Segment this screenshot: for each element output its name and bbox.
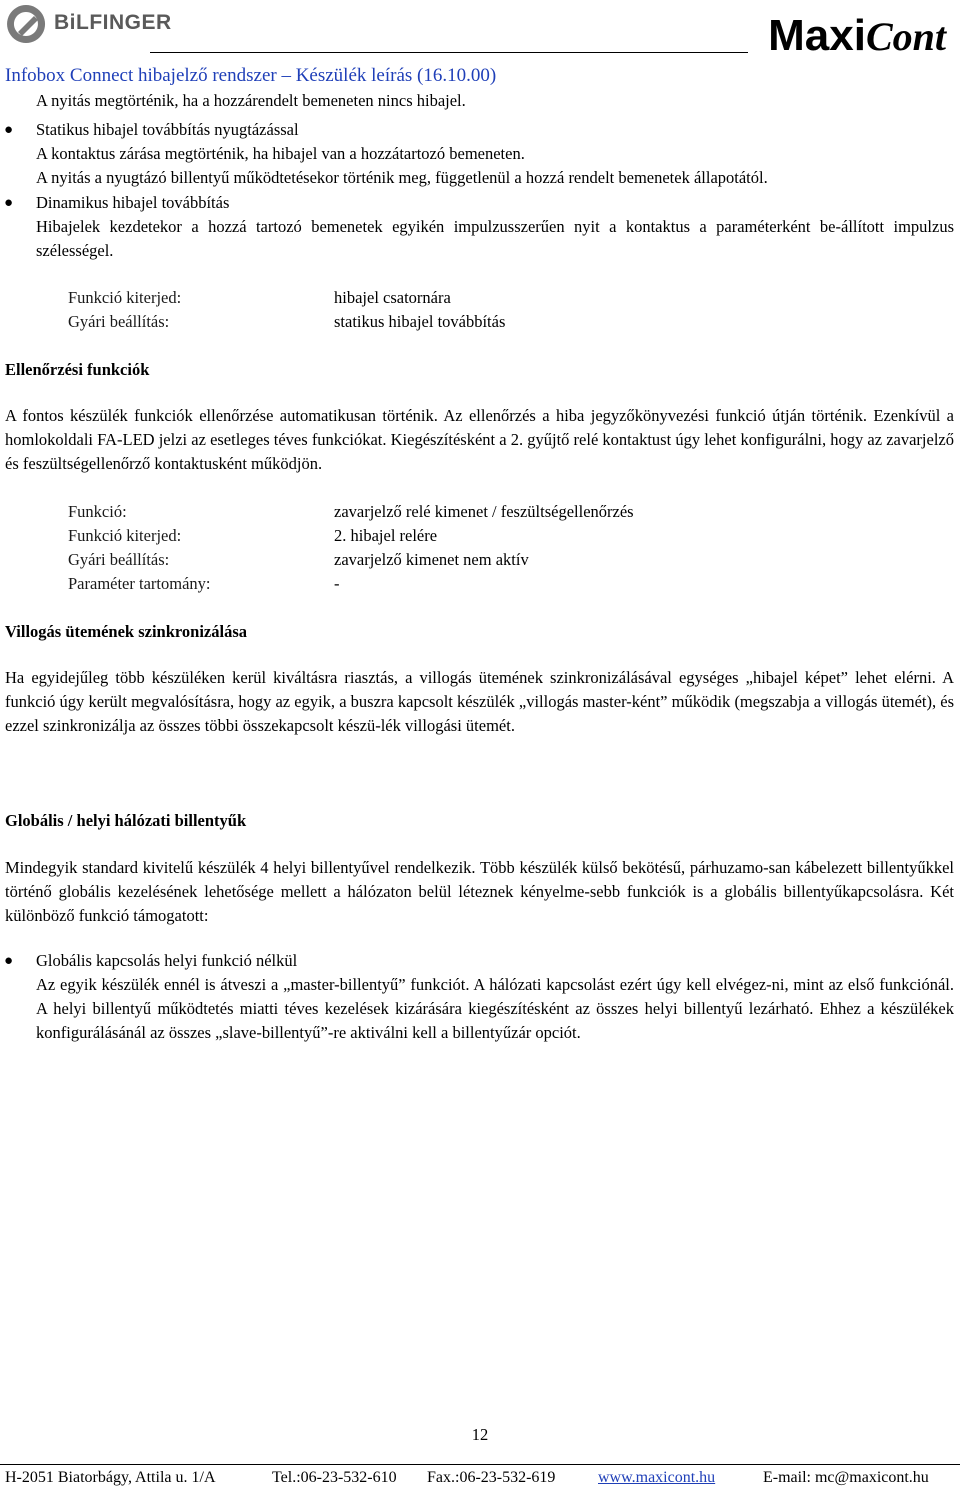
bullet-paragraph: Az egyik készülék ennél is átveszi a „master-billentyű” funkciót. A hálózati kapcsolást ezért úgy kell elvégez-ni, mint az első funkciónál. A helyi billentyű működtetés miatti téves kezelések kizárására kiegészítésként az összes helyi billentyű lezárható. Ehhez a készülékek konfigurálásánál az összes „slave-billentyű”-re aktiválni kell a billentyűzár opciót. [36,975,954,1042]
footer-fax: Fax.:06-23-532-619 [427,1469,556,1486]
text-line: A kontaktus zárása megtörténik, ha hibajel van a hozzátartozó bemeneten. [36,144,525,163]
kv-label: Funkció kiterjed: [68,288,182,307]
kv-value: zavarjelző kimenet nem aktív [334,550,529,569]
bullet-icon: ● [4,195,14,211]
kv-label: Funkció kiterjed: [68,526,182,545]
brand-part1: Maxi [768,11,866,60]
section-heading: Villogás ütemének szinkronizálása [5,622,248,641]
brand-part2: Cont [865,14,946,59]
kv-label: Paraméter tartomány: [68,574,211,593]
bullet-icon: ● [4,122,14,138]
kv-value: 2. hibajel relére [334,526,438,545]
bullet-title: Statikus hibajel továbbítás nyugtázással [36,120,299,139]
kv-value: zavarjelző relé kimenet / feszültségellenőrzés [334,502,634,521]
bullet-paragraph: Hibajelek kezdetekor a hozzá tartozó bemenetek egyikén impulzusszerűen nyit a kontaktus a paraméterként be-állított impulzus szélességel. [36,217,954,260]
section-paragraph: Mindegyik standard kivitelű készülék 4 helyi billentyűvel rendelkezik. Több készülék külső bekötésű, párhuzamo-san kábelezett billentyűkkel történő globális kezelésének lehetősége mellett a hálózaton belül léteznek kényelme-sebb funkciók is a globális billentyűkapcsolásra. Két különböző funkció támogatott: [5,858,954,925]
kv-label: Gyári beállítás: [68,550,170,569]
section-heading: Globális / helyi hálózati billentyűk [5,811,247,830]
section-paragraph: A fontos készülék funkciók ellenőrzése automatikusan történik. Az ellenőrzés a hiba jegyzőkönyvezési funkció útján történik. Ezenkívül a homlokoldali FA-LED jelzi az esetleges téves funkciókat. Kiegészítésként a 2. gyűjtő relé kontaktust úgy lehet konfigurálni, hogy az zavarjelző és feszültségellenőrző kontaktusként működjön. [5,406,954,473]
bullet-title: Dinamikus hibajel továbbítás [36,193,230,212]
page-number: 12 [471,1425,489,1444]
kv-value: - [334,574,340,593]
document-title: Infobox Connect hibajelző rendszer – Készülék leírás (16.10.00) [5,65,497,86]
text-line: A nyitás a nyugtázó billentyű működtetésekor történik meg, függetlenül a hozzá rendelt bemenetek állapotától. [36,168,768,187]
header-rule [150,52,748,53]
footer-website-link[interactable]: www.maxicont.hu [598,1469,716,1486]
brand-logo [768,11,946,60]
bullet-icon: ● [4,953,14,969]
footer-email[interactable]: E-mail: mc@maxicont.hu [763,1469,929,1486]
kv-value: statikus hibajel továbbítás [334,312,506,331]
bilfinger-logo-emblem-icon [4,2,48,46]
footer-address: H-2051 Biatorbágy, Attila u. 1/A [5,1469,216,1486]
footer-phone: Tel.:06-23-532-610 [272,1469,397,1486]
kv-label: Funkció: [68,502,127,521]
text-line: A nyitás megtörténik, ha a hozzárendelt bemeneten nincs hibajel. [36,91,466,110]
section-heading: Ellenőrzési funkciók [5,360,150,379]
bullet-title: Globális kapcsolás helyi funkció nélkül [36,951,298,970]
kv-value: hibajel csatornára [334,288,451,307]
section-paragraph: Ha egyidejűleg több készüléken kerül kiváltásra riasztás, a villogás ütemének szinkronizálásával egységes „hibajel képet” lehet elérni. A funkció úgy került megvalósításra, hogy az egyik, a buszra kapcsolt készülék „villogás master-ként” működik (megszabja a villogás ütemét), és ezzel szinkronizálja az összes többi összekapcsolt készü-lék villogási ütemét. [5,668,954,735]
footer-rule [0,1464,960,1465]
company-logo-text: BiLFINGER [54,11,172,34]
kv-label: Gyári beállítás: [68,312,170,331]
